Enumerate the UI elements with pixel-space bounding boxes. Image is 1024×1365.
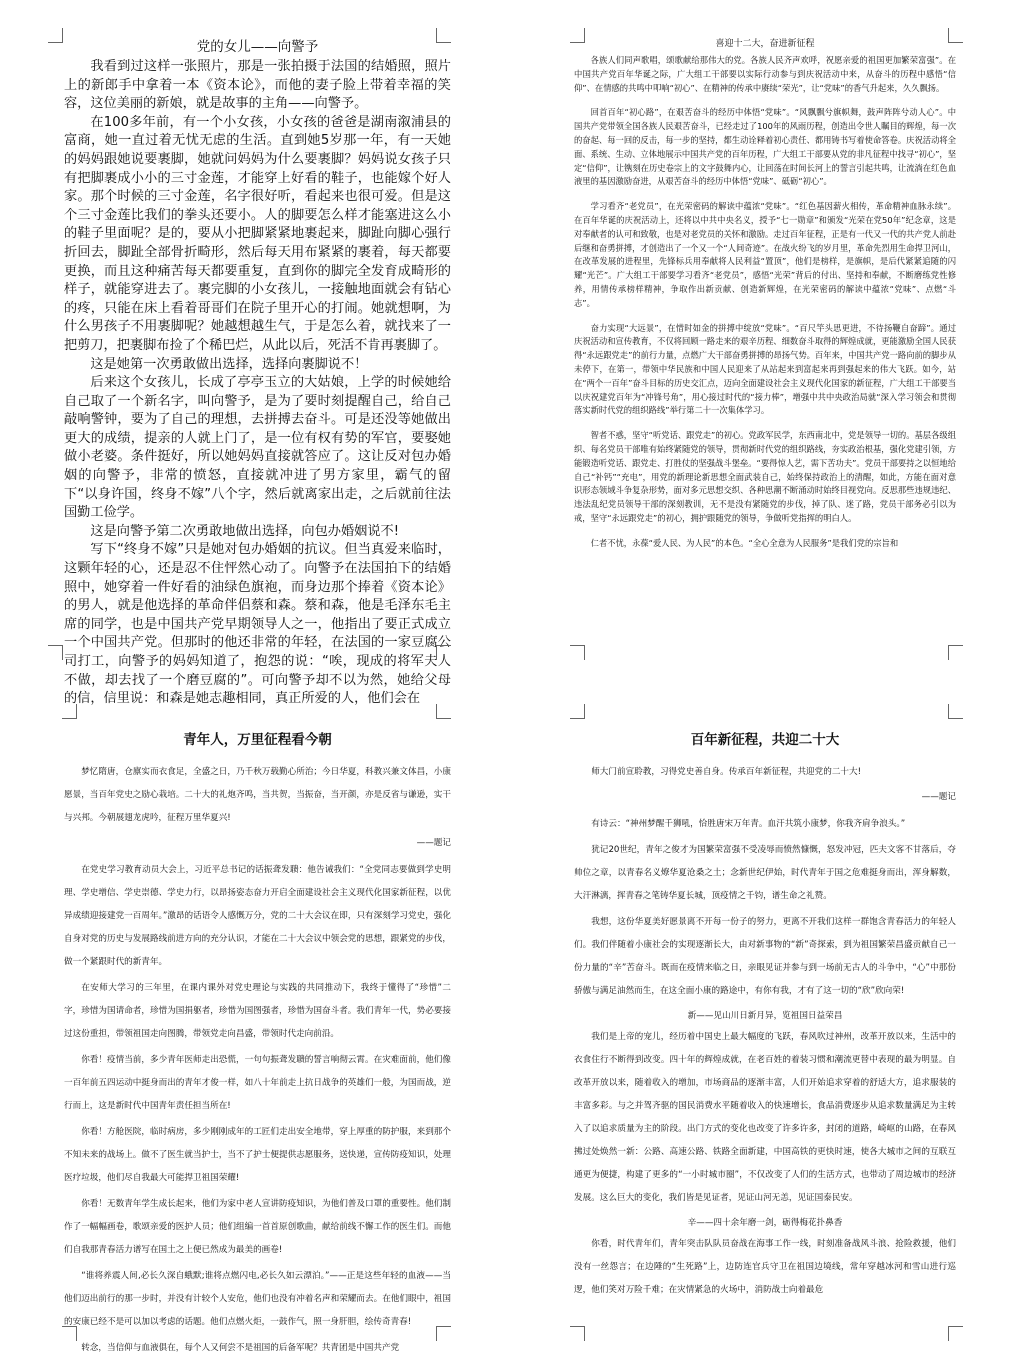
page-title: 百年新征程，共迎二十大 (690, 732, 840, 748)
page-content (574, 725, 956, 1345)
intro-paragraph: 师大门前宣聆教，习得党史善自身。传承百年新征程，共迎党的二十大! (591, 767, 862, 777)
crop-mark (436, 28, 451, 43)
section-subheading: 新——见山川日新月异，览祖国日益荣昌 (687, 1011, 843, 1021)
paragraph: 在安师大学习的三年里，在课内课外对党史理论与实践的共同推动下，我终于懂得了“珍惜”二字，珍惜为国请命者，珍惜为国捐躯者，珍惜为国图强者，珍惜为国奋斗者。我们青年一代，势必要接过这份重担，带领祖国走向图腾，带领党走向昌盛，带领时代走向前沿。 (64, 983, 451, 1039)
paragraph: 我们是上帝的宠儿，经历着中国史上最大幅度的飞跃，春风吹过神州，改革开放以来，生活中的衣食住行不断得到改变。四十年的辉煌成就，在老百姓的着装习惯和潮流更替中表现的最为明显。自改革开放以来，随着收入的增加，市场商品的逐渐丰富，人们开始追求穿着的舒适大方，追求服装的丰富多彩。与之并驾齐驱的国民消费水平随着收入的快速增长，食品消费逐步从追求数量满足为主转入了以追求质量为主的阶段。出门方式的变化也改变了许多许多，封闭的道路，崎岖的山路，在春风拂过处焕然一新：公路、高速公路、铁路全面新建，中国高铁的更快时速，使各大城市之间的互联互通更为便捷，构建了更多的“一小时城市圈”，不仅改变了人们的生活方式，也带动了周边城市的经济发展。这么巨大的变化，我们皆是见证者，见证山河无恙，见证国泰民安。 (574, 1032, 956, 1203)
page-content (64, 38, 451, 707)
paragraph: 奋力实现“大远景”，在惜时如金的拼搏中绽放“党味”。“百尺竿头思更进，不待扬鞭自奋蹄”。通过庆祝活动和宣传教育，不仅将回顾一路走来的艰辛历程、细数奋斗取得的辉煌成就，更能激励全国人民获得“永远跟党走”的前行力量，点燃广大干部奋勇拼搏的昂扬气势。百年来，中国共产党一路向前的脚步从未停下，在第一，带领中华民族和中国人民迎来了从站起来到富起来再到强起来的伟大飞跃。如今，站在“两个一百年”奋斗目标的历史交汇点，迈向全面建设社会主义现代化国家的新征程，广大组工干部要当以庆祝建党百年为“冲锋号角”，用心接过时代的“接力棒”，增强中共中央政治局就“深入学习领会和贯彻落实新时代党的组织路线”举行第二十一次集体学习。 (574, 322, 956, 416)
paragraph: 各族人们同声歌唱，颂歌献给那伟大的党。各族人民齐声欢呼，祝愿亲爱的祖国更加繁荣富强”。在中国共产党百年华诞之际，广大组工干部要以实际行动参与到庆祝活动中来，从奋斗的历程中感悟“信仰”、在情感的共鸣中叩响“初心”、在精神的传承中赓续“荣光”，让“党味”的香气升起来，久久飘扬。 (574, 55, 956, 93)
epigraph-signature: ——题记 (416, 838, 451, 848)
crop-mark (48, 28, 63, 43)
crop-mark (570, 704, 585, 719)
paragraph: 在100多年前，有一个小女孩，小女孩的爸爸是湖南溆浦县的富商，她一直过着无忧无虑的生活。直到她5岁那一年，有一天她的妈妈跟她说要裹脚，她就问妈妈为什么要裹脚？妈妈说女孩子只有把脚裹成小小的三寸金莲，才能穿上好看的鞋子，也能嫁个好人家。那个时候的三寸金莲，名字很好听，看起来也很可爱。但是这个三寸金莲比我们的拳头还要小。人的脚要怎么样才能塞进这么小的鞋子里面呢？是的，要从小把脚紧紧地裹起来，脚趾向脚心强行折回去，脚趾全部骨折畸形，然后每天用布紧紧的裹着，每天都要更换，而且这种痛苦每天都要重复，直到你的脚完全发育成畸形的样子，就能穿进去了。裹完脚的小女孩儿，一接触地面就会有钻心的疼，只能在床上看着哥哥们在院子里开心的打闹。她就想啊，为什么男孩子不用裹脚呢？她越想越生气，于是怎么着，就找来了一把剪刀，把裹脚布捡了个稀巴烂，从此以后，死活不肯再裹脚了。 (64, 114, 451, 353)
document-page-3 (50, 715, 465, 1355)
crop-mark (948, 1326, 963, 1341)
crop-mark (948, 28, 963, 43)
paragraph: 在党史学习教育动员大会上，习近平总书记的话振聋发聩：他告诫我们：“全党同志要做到学史明理、学史增信、学史崇德、学史力行，以昂扬姿态奋力开启全面建设社会主义现代化国家新征程，以优异成绩迎接建党一百周年。”激昂的话语令人感慨万分，党的二十大会议在即，只有深刻学习党史，强化自身对党的历史与发展路线前进方向的充分认识，才能在二十大会议中领会党的思想，跟紧党的步伐，做一个紧跟时代的新青年。 (64, 865, 451, 967)
document-page-2 (560, 28, 970, 668)
paragraph: 我看到过这样一张照片，那是一张拍摄于法国的结婚照，照片上的新郎手中拿着一本《资本论》，而他的妻子脸上带着幸福的笑容，这位美丽的新娘，就是故事的主角——向警予。 (64, 59, 451, 112)
page-title: 党的女儿——向警予 (196, 39, 319, 55)
document-page-4 (560, 715, 970, 1355)
paragraph: 转念，当信仰与血液俱在，每个人又何尝不是祖国的后备军呢？共青团是中国共产党 (81, 1343, 400, 1353)
paragraph: 这是向警予第二次勇敢地做出选择，向包办婚姻说不! (90, 523, 399, 539)
paragraph: 写下“终身不嫁”只是她对包办婚姻的抗议。但当真爱来临时，这颗年轻的心，还是忍不住怦然心动了。向警予在法国拍下的结婚照中，她穿着一件好看的油绿色旗袍，而身边那个捧着《资本论》的男人，就是他选择的革命伴侣蔡和森。蔡和森，他是毛泽东毛主席的同学，也是中国共产党早期领导人之一，他指出了要正式成立一个中国共产党。但那时的他还非常的年轻，在法国的一家豆腐公司打工，向警予的妈妈知道了，抱怨的说：“唉，现成的将军夫人不做，却去找了一个磨豆腐的”。可向警予却不以为然，她给父母的信，信里说：和森是她志趣相同，真正所爱的人，他们会在 (64, 542, 451, 707)
paragraph: 犹记20世纪，青年之俊才为国繁荣富强不受凌辱而愤然慷慨，怒发冲冠，匹夫文客不甘落后，夺帅位之章，以青春名义燎华夏沧桑之土；念新世纪伊始，时代青年于国之危难挺身而出，浑身解数，大汗淋漓，挥青春之笔铸华夏长城，顶疫情之千钧，谱生命之礼赞。 (574, 845, 956, 901)
crop-mark (62, 704, 77, 719)
paragraph: 你看！无数青年学生成长起来，他们为家中老人宣讲防疫知识，为他们普及口罩的重要性。他们制作了一幅幅画卷，歌颂亲爱的医护人员；他们组编一首首原创歌曲，献给前线不懈工作的医生们。而他们自我那青春活力谱写在国土之上便已然成为最美的画卷! (64, 1199, 451, 1255)
intro-paragraph: 梦忆隋唐，仓廪实而衣食足，全盛之日，乃千秋万载勤心所治；今日华夏，科教兴兼文体昌，小康愿景，当百年党史之励心栽培。二十大的礼炮齐鸣，当共贺，当振奋，当开颜，亦是反省与谦逊，实干与兴邦。今朝展翅龙虎吟，征程万里华夏兴! (64, 767, 451, 823)
paragraph: 你看，时代青年们，青年突击队队员奋战在海事工作一线，时刻准备战风斗浪、抢险救援，他们没有一丝怨言；在边陲的“生死路”上，边防连官兵守卫在祖国边境线，常年穿越冰河和雪山进行巡逻，他们笑对万险千难；在灾情紧急的火场中，消防战士向着最危 (574, 1239, 956, 1295)
crop-mark (436, 1326, 451, 1341)
paragraph: 仁者不忧，永葆“爱人民、为人民”的本色。“全心全意为人民服务”是我们党的宗旨和 (590, 537, 899, 548)
paragraph: 这是她第一次勇敢做出选择，选择向裹脚说不！ (90, 356, 368, 372)
paragraph: 你看！疫情当前，多少青年医师走出恐慌，一句句振聋发聩的誓言响彻云霄。在灾难面前，他们像一百年前五四运动中挺身而出的青年才俊一样，如八十年前走上抗日战争的英雄们一般，为国而战，逆行而上，这是新时代中国青年责任担当所在! (64, 1055, 451, 1111)
page-title: 青年人，万里征程看今朝 (183, 732, 332, 748)
epigraph-signature: ——题记 (921, 792, 956, 802)
crop-mark (436, 704, 451, 719)
crop-mark (948, 645, 963, 660)
paragraph: 智者不惑，坚守“听党话、跟党走”的初心。党政军民学，东西南北中，党是领导一切的。基层各级组织、每名党员干部唯有始终紧随党的领导，贯彻新时代党的组织路线，夯实政治根基，强化党建引领，方能锻造听党话、跟党走、打胜仗的坚强战斗堡垒。“要得惊人艺，需下苦功夫”。党员干部要持之以恒地给自己“补钙”“充电”，用党的新理论新思想全面武装自己，始终保持政治上的清醒，如此，方能在面对意识形态领域斗争复杂形势，面对多元思想交织、各种思潮不断涌动时始终目视党向。反思那些违规违纪、违法乱纪党员领导干部的深刻教训，无不是没有紧随党的步伐，掉了队、迷了路，党员干部务必引以为戒，坚守“永远跟党走”的初心，拥护跟随党的领导，争做听党指挥的明白人。 (574, 430, 956, 523)
paragraph: 学习看齐“老党员”，在光荣密码的解读中蕴浓“党味”。“红色基因薪火相传，革命精神血脉永续”。在百年华诞的庆祝活动上，还将以中共中央名义，授予“七一勋章”和颁发“光荣在党50年”纪念章，这是对奉献者的认可和致敬，也是对老党员的关怀和激励。走过百年征程，正是有一代又一代的共产党人前赴后继和奋勇拼搏，才创造出了一个又一个“人间奇迹”。在战火纷飞的岁月里，革命先烈用生命捍卫河山，在改革发展的进程里，先锋标兵用奉献将人民利益“置顶”，他们是榜样，是旗帜，是后代紧紧追随的闪耀“光芒”。广大组工干部要学习看齐“老党员”，感悟“光荣”背后的付出、坚持和奉献，不断磨练党性修养，用情传承榜样精神，争取作出新贡献、创造新辉煌，在光荣密码的解读中蕴浓“党味”、点燃“斗志”。 (574, 201, 956, 308)
paragraph: 回首百年“初心路”，在艰苦奋斗的经历中体悟“党味”。“风飘飘兮旗帜舞，鼓声阵阵兮动人心”。中国共产党带领全国各族人民艰苦奋斗，已经走过了100年的风雨历程，创造出令世人瞩目的辉煌，每一次的奋起、每一回的反击，每一步的坚持，都生动诠释着初心责任、都用铸书写着使命答卷。庆祝活动将全面、系统、生动、立体地展示中国共产党的百年历程，广大组工干部要从党的非凡征程中找寻“初心”，坚定“信仰”，让镌刻在历史卷宗上的文字鼓舞内心，让回荡在时间长河上的誓言引起共鸣，让流淌在红色血液里的基因激励奋进，从艰苦奋斗的经历中体悟“党味”、砥砺“初心”。 (574, 107, 956, 187)
page-content (574, 38, 956, 658)
paragraph: “谁将养震人间,必长久深自蛾默;谁将点燃闪电,必长久如云漂泊。”——正是这些年轻的血液——当他们迈出前行的那一步时，并没有计较个人安危，他们也没有冲着名声和荣耀而去。在他们眼中，祖国的安康已经不是可以加以考虑的话题。他们点燃火炬，一鼓作气，照一身肝胆，绘传奇青春! (64, 1271, 451, 1327)
page-title: 喜迎十二大，奋进新征程 (715, 39, 815, 49)
document-page-1 (50, 28, 465, 707)
paragraph: 有诗云：“神州梦醒千狮吼，恰胜唐宋万年青。血汗共筑小康梦，你我齐肩争浪头。” (591, 819, 906, 829)
crop-mark (436, 645, 451, 660)
paragraph: 你看！方舱医院，临时病房，多少刚刚成年的工匠们走出安全地带，穿上厚重的防护服，来到那个不知未来的战场上。做不了医生就当护士，当不了护士便提供志愿服务，送快递，宣传防疫知识，处理医疗垃圾，他们尽自我最大可能捍卫祖国荣耀! (64, 1127, 451, 1183)
page-content (64, 725, 451, 1353)
crop-mark (570, 645, 585, 660)
crop-mark (570, 1326, 585, 1341)
crop-mark (48, 645, 63, 660)
paragraph: 后来这个女孩儿，长成了亭亭玉立的大姑娘，上学的时候她给自己取了一个新名字，叫向警予，是为了要时刻提醒自己，给自己敲响警钟，要为了自己的理想，去拼搏去奋斗。可是还没等她做出更大的成绩，提亲的人就上门了，是一位有权有势的军官，要娶她做小老婆。条件挺好，所以她妈妈直接就答应了。这让反对包办婚姻的向警予，非常的愤怒，直接就冲进了男方家里，霸气的留下“以身许国，终身不嫁”八个字，然后就离家出走，之后就前往法国勤工俭学。 (64, 375, 451, 521)
paragraph: 我想，这份华夏美好愿景离不开每一份子的努力，更离不开我们这样一群饱含青春活力的年轻人们。我们伴随着小康社会的实现逐渐长大，由对新事物的“新”奇探索，到为祖国繁荣昌盛贡献自己一份力量的“辛”苦奋斗。既而在疫情来临之日，亲眼见证并参与到一场前无古人的斗争中，“心”中那份骄傲与满足油然而生，在这全面小康的路途中，有你有我，才有了这一切的“欣”欣向荣! (574, 917, 956, 996)
crop-mark (62, 1326, 77, 1341)
crop-mark (948, 704, 963, 719)
section-subheading: 辛——四十余年磨一剑，砺得梅花扑鼻香 (687, 1218, 843, 1228)
crop-mark (570, 28, 585, 43)
